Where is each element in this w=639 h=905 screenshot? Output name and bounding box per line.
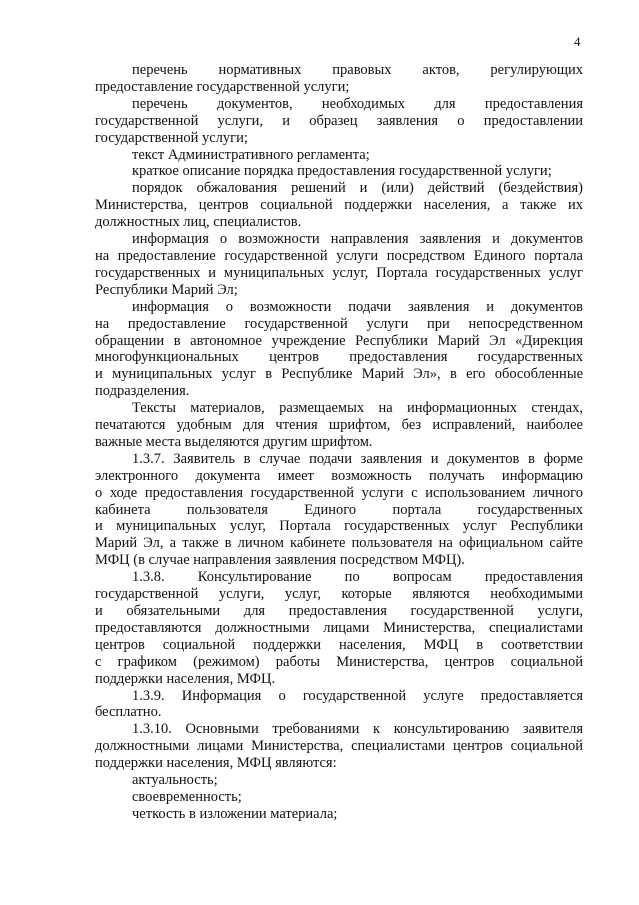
text-line: Министерства, центров социальной поддержки населения, а также их: [95, 197, 583, 214]
text-line: краткое описание порядка предоставления государственной услуги;: [132, 163, 552, 180]
text-line: Тексты материалов, размещаемых на информационных стендах,: [132, 400, 583, 417]
text-line: электронного документа имеет возможность получать информацию: [95, 467, 583, 484]
text-line: информация о возможности направления заявления и документов: [132, 231, 583, 248]
document-body: [95, 62, 583, 823]
text-line: перечень документов, необходимых для предоставления: [132, 95, 583, 112]
text-line: перечень нормативных правовых актов, регулирующих: [132, 62, 583, 78]
text-line: порядок обжалования решений и (или) действий (бездействия): [132, 180, 583, 197]
text-line: МФЦ (в случае направления заявления посредством МФЦ).: [95, 552, 465, 569]
text-line: предоставляются должностными лицами Министерства, специалистами: [95, 619, 583, 636]
text-line: обращении в автономное учреждение Республики Марий Эл «Дирекция: [95, 332, 583, 349]
text-line: своевременность;: [132, 788, 242, 805]
text-line: и муниципальных услуг, Портала государственных услуг Республики: [95, 518, 583, 535]
text-line: предоставление государственной услуги;: [95, 78, 350, 95]
text-line: с графиком (режимом) работы Министерства, центров социальной: [95, 653, 583, 670]
text-line: государственных и муниципальных услуг, Портала государственных услуг: [95, 264, 583, 281]
text-line: 1.3.8. Консультирование по вопросам предоставления: [132, 569, 583, 586]
text-line: и муниципальных услуг в Республике Марий Эл», в его обособленные: [95, 366, 583, 383]
text-line: поддержки населения, МФЦ являются:: [95, 755, 337, 772]
text-line: 1.3.9. Информация о государственной услуге предоставляется: [132, 687, 583, 704]
text-line: государственной услуги, и образец заявления о предоставлении: [95, 112, 583, 129]
text-line: 1.3.10. Основными требованиями к консультированию заявителя: [132, 721, 583, 738]
text-line: подразделения.: [95, 383, 190, 400]
text-line: многофункциональных центров предоставления государственных: [95, 349, 583, 366]
text-line: Республики Марий Эл;: [95, 281, 238, 298]
text-line: важные места выделяются другим шрифтом.: [95, 433, 373, 450]
text-line: о ходе предоставления государственной услуги с использованием личного: [95, 484, 583, 501]
text-line: кабинета пользователя Единого портала государственных: [95, 501, 583, 518]
text-line: центров социальной поддержки населения, МФЦ в соответствии: [95, 636, 583, 653]
text-line: информация о возможности подачи заявления и документов: [132, 298, 583, 315]
text-line: четкость в изложении материала;: [132, 805, 338, 822]
text-line: должностных лиц, специалистов.: [95, 214, 302, 231]
text-line: 1.3.7. Заявитель в случае подачи заявления и документов в форме: [132, 450, 583, 467]
text-line: текст Административного регламента;: [132, 146, 370, 163]
text-line: Марий Эл, а также в личном кабинете пользователя на официальном сайте: [95, 535, 583, 552]
text-line: и обязательными для предоставления государственной услуги,: [95, 603, 583, 619]
text-line: актуальность;: [132, 772, 218, 789]
text-line: печатаются удобным для чтения шрифтом, без исправлений, наиболее: [95, 417, 583, 434]
text-line: государственной услуги;: [95, 129, 248, 146]
text-line: государственной услуги, услуг, которые являются необходимыми: [95, 586, 583, 603]
text-line: поддержки населения, МФЦ.: [95, 670, 276, 687]
text-line: бесплатно.: [95, 704, 162, 721]
page-number: 4: [574, 34, 581, 49]
text-line: на предоставление государственной услуги при непосредственном: [95, 315, 583, 332]
text-line: должностными лицами Министерства, специалистами центров социальной: [95, 738, 583, 755]
text-line: на предоставление государственной услуги посредством Единого портала: [95, 247, 583, 264]
